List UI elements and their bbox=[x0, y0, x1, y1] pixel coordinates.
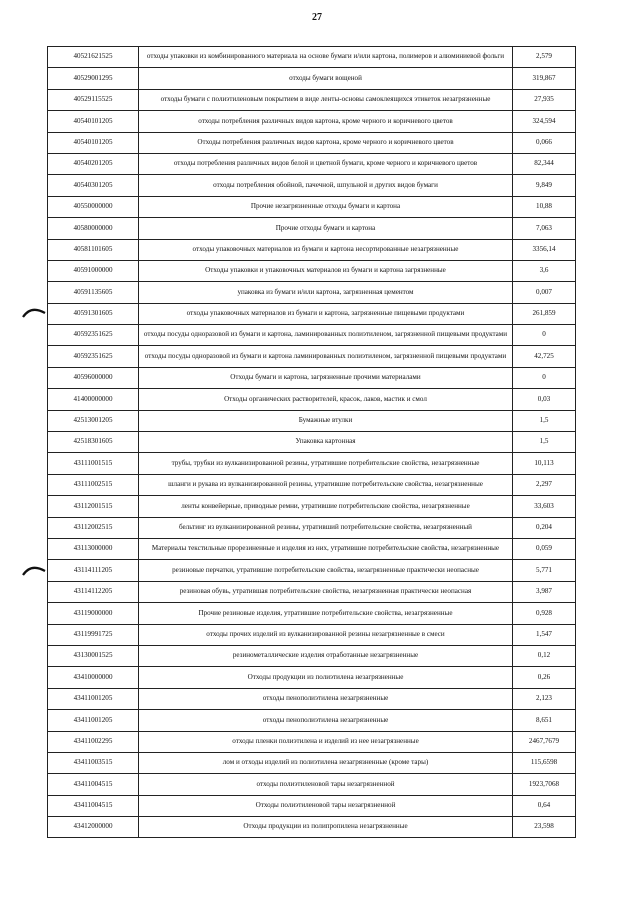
waste-code-cell: 43411001205 bbox=[48, 710, 139, 731]
table-row bbox=[48, 560, 576, 581]
table-row bbox=[48, 496, 576, 517]
table-row bbox=[48, 389, 576, 410]
waste-code-cell: 43411004515 bbox=[48, 774, 139, 795]
waste-code-cell: 40591000000 bbox=[48, 260, 139, 281]
table-row bbox=[48, 474, 576, 495]
waste-table bbox=[47, 46, 576, 838]
table-row bbox=[48, 410, 576, 431]
waste-amount-cell: 1923,7068 bbox=[513, 774, 576, 795]
waste-code-cell: 43114111205 bbox=[48, 560, 139, 581]
waste-code-cell: 40540101205 bbox=[48, 111, 139, 132]
table-row bbox=[48, 346, 576, 367]
table-row bbox=[48, 453, 576, 474]
table-row bbox=[48, 89, 576, 110]
waste-name-cell: Прочие незагрязненные отходы бумаги и картона bbox=[139, 196, 513, 217]
waste-name-cell: отходы упаковочных материалов из бумаги и картона несортированные незагрязненные bbox=[139, 239, 513, 260]
waste-amount-cell: 1,5 bbox=[513, 432, 576, 453]
waste-amount-cell: 82,344 bbox=[513, 153, 576, 174]
waste-name-cell: отходы пленки полиэтилена и изделий из нее незагрязненные bbox=[139, 731, 513, 752]
waste-amount-cell: 0,26 bbox=[513, 667, 576, 688]
waste-name-cell: резинометаллические изделия отработанные незагрязненные bbox=[139, 645, 513, 666]
waste-name-cell: Отходы упаковки и упаковочных материалов из бумаги и картона загрязненные bbox=[139, 260, 513, 281]
waste-code-cell: 43411001205 bbox=[48, 688, 139, 709]
waste-amount-cell: 2467,7679 bbox=[513, 731, 576, 752]
table-row bbox=[48, 731, 576, 752]
waste-amount-cell: 23,598 bbox=[513, 817, 576, 838]
table-row bbox=[48, 624, 576, 645]
waste-name-cell: отходы потребления обойной, пачечной, шпульной и других видов бумаги bbox=[139, 175, 513, 196]
table-row bbox=[48, 47, 576, 68]
waste-name-cell: Упаковка картонная bbox=[139, 432, 513, 453]
waste-name-cell: Бумажные втулки bbox=[139, 410, 513, 431]
punch-mark-icon bbox=[21, 563, 47, 577]
waste-code-cell: 40592351625 bbox=[48, 325, 139, 346]
table-row bbox=[48, 68, 576, 89]
waste-amount-cell: 319,867 bbox=[513, 68, 576, 89]
waste-amount-cell: 1,547 bbox=[513, 624, 576, 645]
waste-code-cell: 40540301205 bbox=[48, 175, 139, 196]
waste-name-cell: отходы бумаги с полиэтиленовым покрытием в виде ленты-основы самоклеящихся этикеток незагрязненные bbox=[139, 89, 513, 110]
waste-amount-cell: 0,12 bbox=[513, 645, 576, 666]
table-row bbox=[48, 710, 576, 731]
waste-code-cell: 43111002515 bbox=[48, 474, 139, 495]
waste-amount-cell: 261,859 bbox=[513, 303, 576, 324]
waste-code-cell: 43412000000 bbox=[48, 817, 139, 838]
waste-name-cell: лом и отходы изделий из полиэтилена незагрязненные (кроме тары) bbox=[139, 752, 513, 773]
waste-amount-cell: 33,603 bbox=[513, 496, 576, 517]
table-row bbox=[48, 538, 576, 559]
waste-amount-cell: 0,204 bbox=[513, 517, 576, 538]
table-row bbox=[48, 153, 576, 174]
table-row bbox=[48, 688, 576, 709]
table-row bbox=[48, 817, 576, 838]
waste-amount-cell: 0 bbox=[513, 325, 576, 346]
waste-amount-cell: 0,066 bbox=[513, 132, 576, 153]
page-number: 27 bbox=[312, 12, 322, 23]
waste-code-cell: 40540101205 bbox=[48, 132, 139, 153]
waste-name-cell: отходы прочих изделий из вулканизированной резины незагрязненные в смеси bbox=[139, 624, 513, 645]
table-row bbox=[48, 196, 576, 217]
table-row bbox=[48, 239, 576, 260]
waste-code-cell: 42518301605 bbox=[48, 432, 139, 453]
waste-code-cell: 40591301605 bbox=[48, 303, 139, 324]
table-row bbox=[48, 517, 576, 538]
waste-name-cell: шланги и рукава из вулканизированной резины, утратившие потребительские свойства, незагрязненные bbox=[139, 474, 513, 495]
waste-code-cell: 40592351625 bbox=[48, 346, 139, 367]
waste-code-cell: 40529115525 bbox=[48, 89, 139, 110]
waste-name-cell: отходы пенополиэтилена незагрязненные bbox=[139, 688, 513, 709]
table-row bbox=[48, 667, 576, 688]
waste-code-cell: 43112002515 bbox=[48, 517, 139, 538]
waste-code-cell: 42513001205 bbox=[48, 410, 139, 431]
table-row bbox=[48, 325, 576, 346]
waste-amount-cell: 1,5 bbox=[513, 410, 576, 431]
table-row bbox=[48, 260, 576, 281]
waste-name-cell: Отходы полиэтиленовой тары незагрязненной bbox=[139, 795, 513, 816]
waste-name-cell: отходы пенополиэтилена незагрязненные bbox=[139, 710, 513, 731]
waste-name-cell: отходы полиэтиленовой тары незагрязненной bbox=[139, 774, 513, 795]
waste-name-cell: отходы посуды одноразовой из бумаги и картона, ламинированных полиэтиленом, загрязненной пищевыми продуктами bbox=[139, 325, 513, 346]
waste-amount-cell: 27,935 bbox=[513, 89, 576, 110]
waste-code-cell: 40580000000 bbox=[48, 218, 139, 239]
waste-name-cell: упаковка из бумаги и/или картона, загрязненная цементом bbox=[139, 282, 513, 303]
table-row bbox=[48, 367, 576, 388]
waste-code-cell: 43411002295 bbox=[48, 731, 139, 752]
waste-name-cell: Материалы текстильные прорезиненные и изделия из них, утратившие потребительские свойства, незагрязненные bbox=[139, 538, 513, 559]
waste-code-cell: 40521621525 bbox=[48, 47, 139, 68]
table-row bbox=[48, 795, 576, 816]
table-row bbox=[48, 111, 576, 132]
table-row bbox=[48, 752, 576, 773]
waste-amount-cell: 0,03 bbox=[513, 389, 576, 410]
waste-amount-cell: 5,771 bbox=[513, 560, 576, 581]
waste-amount-cell: 0,007 bbox=[513, 282, 576, 303]
table-row bbox=[48, 581, 576, 602]
waste-amount-cell: 2,123 bbox=[513, 688, 576, 709]
waste-amount-cell: 115,6598 bbox=[513, 752, 576, 773]
waste-code-cell: 43112001515 bbox=[48, 496, 139, 517]
waste-code-cell: 43119991725 bbox=[48, 624, 139, 645]
waste-code-cell: 40550000000 bbox=[48, 196, 139, 217]
waste-code-cell: 43410000000 bbox=[48, 667, 139, 688]
waste-name-cell: отходы упаковки из комбинированного материала на основе бумаги и/или картона, полимеров и алюминиевой фольги bbox=[139, 47, 513, 68]
waste-code-cell: 43114112205 bbox=[48, 581, 139, 602]
waste-amount-cell: 0,64 bbox=[513, 795, 576, 816]
waste-name-cell: бельтинг из вулканизированной резины, утративший потребительские свойства, незагрязненный bbox=[139, 517, 513, 538]
waste-name-cell: Отходы продукции из полиэтилена незагрязненные bbox=[139, 667, 513, 688]
waste-name-cell: Отходы потребления различных видов картона, кроме черного и коричневого цветов bbox=[139, 132, 513, 153]
waste-amount-cell: 10,88 bbox=[513, 196, 576, 217]
table-row bbox=[48, 132, 576, 153]
waste-name-cell: ленты конвейерные, приводные ремни, утратившие потребительские свойства, незагрязненные bbox=[139, 496, 513, 517]
waste-name-cell: отходы упаковочных материалов из бумаги и картона, загрязненные пищевыми продуктами bbox=[139, 303, 513, 324]
waste-amount-cell: 2,579 bbox=[513, 47, 576, 68]
waste-amount-cell: 9,849 bbox=[513, 175, 576, 196]
waste-amount-cell: 8,651 bbox=[513, 710, 576, 731]
waste-name-cell: трубы, трубки из вулканизированной резины, утратившие потребительские свойства, незагрязненные bbox=[139, 453, 513, 474]
waste-amount-cell: 3,987 bbox=[513, 581, 576, 602]
waste-amount-cell: 0,059 bbox=[513, 538, 576, 559]
waste-name-cell: Прочие резиновые изделия, утратившие потребительские свойства, незагрязненные bbox=[139, 603, 513, 624]
waste-name-cell: отходы бумаги вощеной bbox=[139, 68, 513, 89]
waste-name-cell: резиновая обувь, утратившая потребительские свойства, незагрязненная практически неопасная bbox=[139, 581, 513, 602]
waste-name-cell: Прочие отходы бумаги и картона bbox=[139, 218, 513, 239]
waste-name-cell: отходы посуды одноразовой из бумаги и картона ламинированных полиэтиленом, загрязненной пищевыми продуктами bbox=[139, 346, 513, 367]
waste-code-cell: 40529001295 bbox=[48, 68, 139, 89]
waste-amount-cell: 3,6 bbox=[513, 260, 576, 281]
waste-name-cell: резиновые перчатки, утратившие потребительские свойства, незагрязненные практически неопасные bbox=[139, 560, 513, 581]
waste-code-cell: 40596000000 bbox=[48, 367, 139, 388]
waste-code-cell: 43411003515 bbox=[48, 752, 139, 773]
waste-code-cell: 43411004515 bbox=[48, 795, 139, 816]
waste-code-cell: 43130001525 bbox=[48, 645, 139, 666]
waste-name-cell: Отходы бумаги и картона, загрязненные прочими материалами bbox=[139, 367, 513, 388]
table-row bbox=[48, 282, 576, 303]
waste-code-cell: 41400000000 bbox=[48, 389, 139, 410]
table-row bbox=[48, 603, 576, 624]
table-row bbox=[48, 432, 576, 453]
punch-mark-icon bbox=[21, 305, 47, 319]
waste-name-cell: отходы потребления различных видов картона, кроме черного и коричневого цветов bbox=[139, 111, 513, 132]
table-row bbox=[48, 645, 576, 666]
waste-amount-cell: 324,594 bbox=[513, 111, 576, 132]
waste-amount-cell: 3356,14 bbox=[513, 239, 576, 260]
waste-amount-cell: 7,063 bbox=[513, 218, 576, 239]
waste-code-cell: 43111001515 bbox=[48, 453, 139, 474]
table-row bbox=[48, 175, 576, 196]
waste-amount-cell: 0,928 bbox=[513, 603, 576, 624]
waste-code-cell: 43119000000 bbox=[48, 603, 139, 624]
waste-code-cell: 40540201205 bbox=[48, 153, 139, 174]
waste-amount-cell: 0 bbox=[513, 367, 576, 388]
table-row bbox=[48, 303, 576, 324]
waste-table-body bbox=[48, 47, 576, 838]
table-row bbox=[48, 218, 576, 239]
table-row bbox=[48, 774, 576, 795]
waste-code-cell: 40591135605 bbox=[48, 282, 139, 303]
waste-name-cell: Отходы органических растворителей, красок, лаков, мастик и смол bbox=[139, 389, 513, 410]
waste-name-cell: отходы потребления различных видов белой и цветной бумаги, кроме черного и коричневого цветов bbox=[139, 153, 513, 174]
waste-amount-cell: 10,113 bbox=[513, 453, 576, 474]
waste-name-cell: Отходы продукции из полипропилена незагрязненные bbox=[139, 817, 513, 838]
waste-code-cell: 40581101605 bbox=[48, 239, 139, 260]
waste-amount-cell: 2,297 bbox=[513, 474, 576, 495]
waste-code-cell: 43113000000 bbox=[48, 538, 139, 559]
waste-amount-cell: 42,725 bbox=[513, 346, 576, 367]
